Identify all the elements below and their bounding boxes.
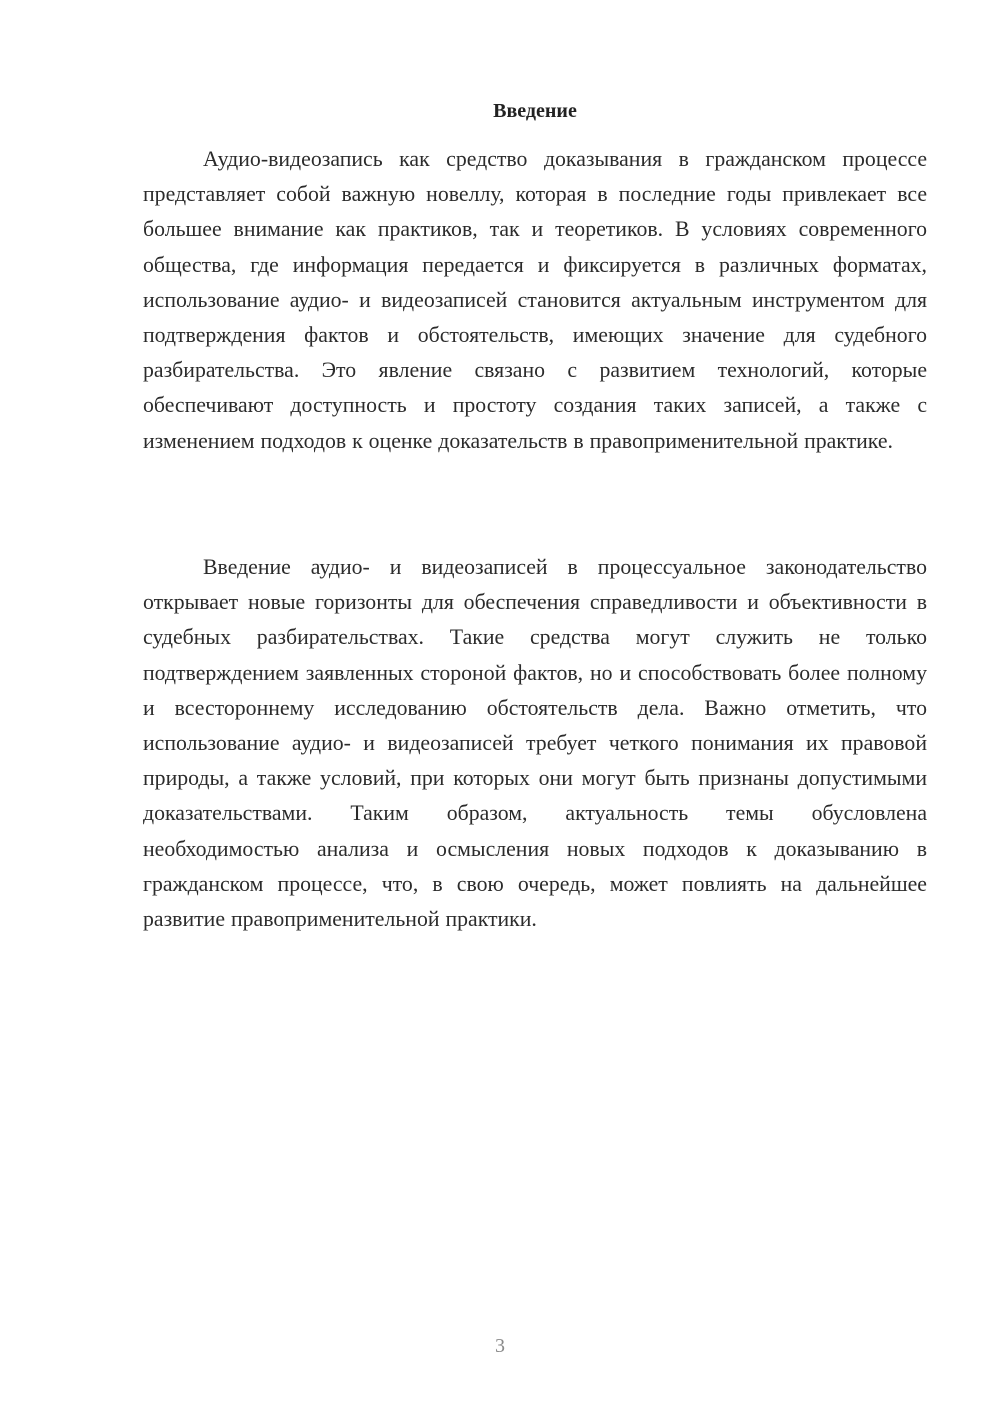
paragraph-1: Аудио-видеозапись как средство доказывания в гражданском процессе представляет собой важную новеллу, которая в последние годы привлекает все большее внимание как практиков, так и теоретиков. В условиях современного общества, где информация передается и фиксируется в различных форматах, использование аудио- и видеозаписей становится актуальным инструментом для подтверждения фактов и обстоятельств, имеющих значение для судебного разбирательства. Это явление связано с развитием технологий, которые обеспечивают доступность и простоту создания таких записей, а также с изменением подходов к оценке доказательств в правоприменительной практике. xyxy=(143,147,927,453)
section-title: Введение xyxy=(493,100,577,122)
page-number: 3 xyxy=(495,1335,505,1357)
paragraph-2: Введение аудио- и видеозаписей в процессуальное законодательство открывает новые горизонты для обеспечения справедливости и объективности в судебных разбирательствах. Такие средства могут служить не только подтверждением заявленных стороной фактов, но и способствовать более полному и всестороннему исследованию обстоятельств дела. Важно отметить, что использование аудио- и видеозаписей требует четкого понимания их правовой природы, а также условий, при которых они могут быть признаны допустимыми доказательствами. Таким образом, актуальность темы обусловлена необходимостью анализа и осмысления новых подходов к доказыванию в гражданском процессе, что, в свою очередь, может повлиять на дальнейшее развитие правоприменительной практики. xyxy=(143,555,927,932)
